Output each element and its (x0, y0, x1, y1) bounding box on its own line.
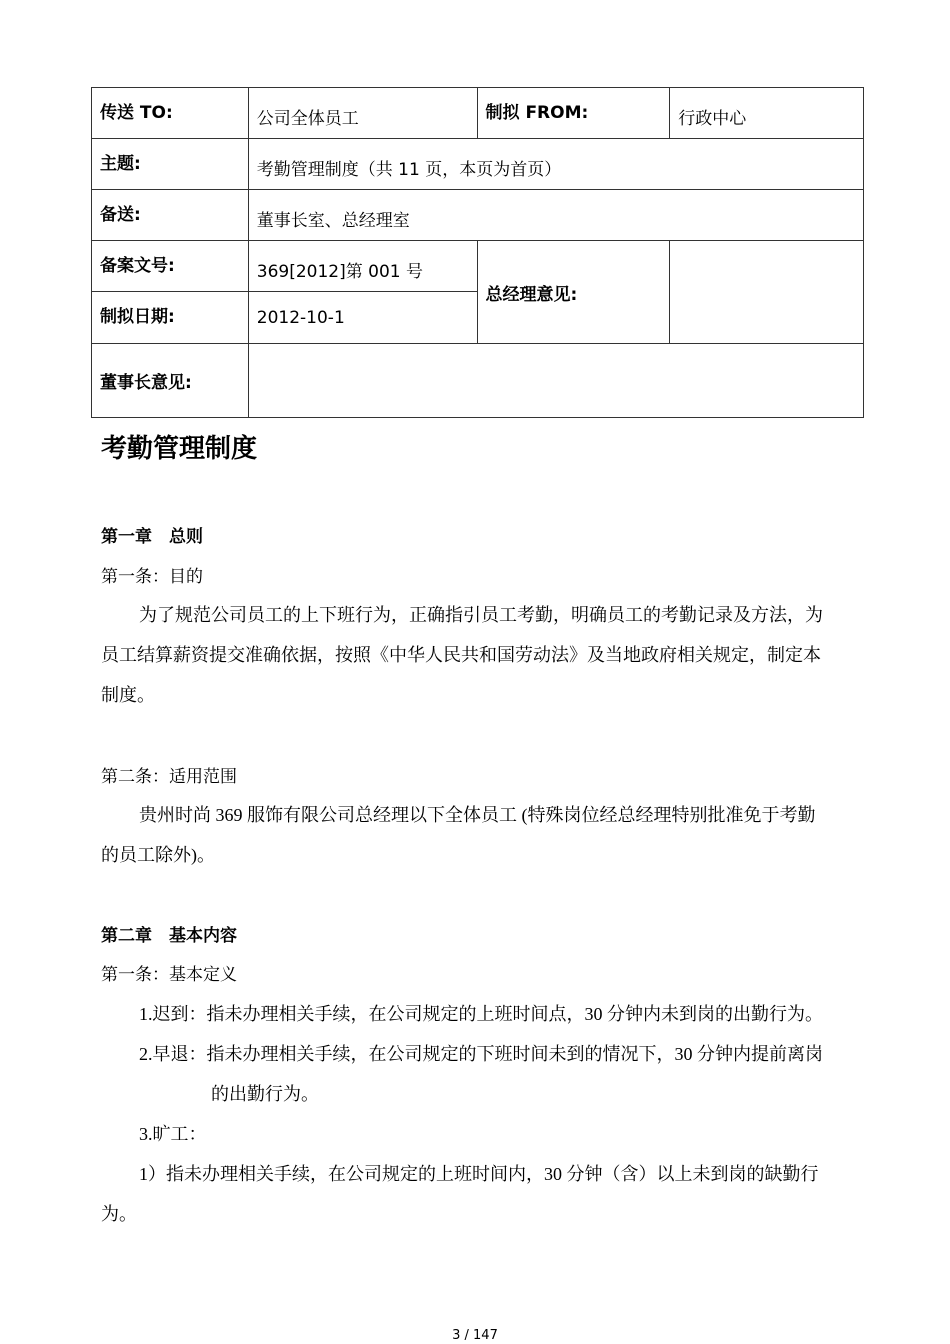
definition-line: 的出勤行为。 (211, 1084, 319, 1104)
paragraph-line: 制度。 (101, 685, 155, 705)
file-no-value: 369[2012]第 001 号 (248, 241, 477, 292)
definition-line: 为。 (101, 1204, 137, 1224)
page-number: 3 / 147 (452, 1328, 498, 1343)
paragraph-line: 的员工除外)。 (101, 845, 215, 865)
article-heading: 第二条：适用范围 (101, 767, 237, 787)
definition-line: 3.旷工： (139, 1124, 207, 1144)
file-no-label: 备案文号: (92, 241, 249, 292)
cc-label: 备送: (92, 190, 249, 241)
paragraph-line: 贵州时尚 369 服饰有限公司总经理以下全体员工 (特殊岗位经总经理特别批准免于考勤 (139, 805, 816, 825)
subject-label: 主题: (92, 139, 249, 190)
chairman-opinion-label: 董事长意见: (92, 344, 249, 418)
from-label: 制拟 FROM: (477, 88, 670, 139)
date-value: 2012-10-1 (248, 292, 477, 344)
subject-value: 考勤管理制度（共 11 页，本页为首页） (248, 139, 863, 190)
paragraph-line: 员工结算薪资提交准确依据，按照《中华人民共和国劳动法》及当地政府相关规定，制定本 (101, 645, 821, 665)
gm-opinion-label: 总经理意见: (477, 241, 670, 344)
chapter-heading: 第二章 基本内容 (101, 926, 237, 946)
paragraph-line: 为了规范公司员工的上下班行为，正确指引员工考勤，明确员工的考勤记录及方法，为 (139, 605, 823, 625)
definition-line: 1.迟到：指未办理相关手续，在公司规定的上班时间点，30 分钟内未到岗的出勤行为。 (139, 1004, 823, 1024)
to-value: 公司全体员工 (248, 88, 477, 139)
article-heading: 第一条：基本定义 (101, 965, 237, 985)
to-label: 传送 TO: (92, 88, 249, 139)
article-heading: 第一条：目的 (101, 567, 203, 587)
chapter-heading: 第一章 总则 (101, 527, 203, 547)
from-value: 行政中心 (670, 88, 864, 139)
definition-line: 2.早退：指未办理相关手续，在公司规定的下班时间未到的情况下，30 分钟内提前离岗 (139, 1044, 823, 1064)
date-label: 制拟日期: (92, 292, 249, 344)
header-table (91, 87, 864, 418)
document-title: 考勤管理制度 (101, 434, 258, 464)
chairman-opinion-value (248, 344, 863, 418)
cc-value: 董事长室、总经理室 (248, 190, 863, 241)
gm-opinion-value (670, 241, 864, 344)
definition-line: 1）指未办理相关手续，在公司规定的上班时间内，30 分钟（含）以上未到岗的缺勤行 (139, 1164, 819, 1184)
